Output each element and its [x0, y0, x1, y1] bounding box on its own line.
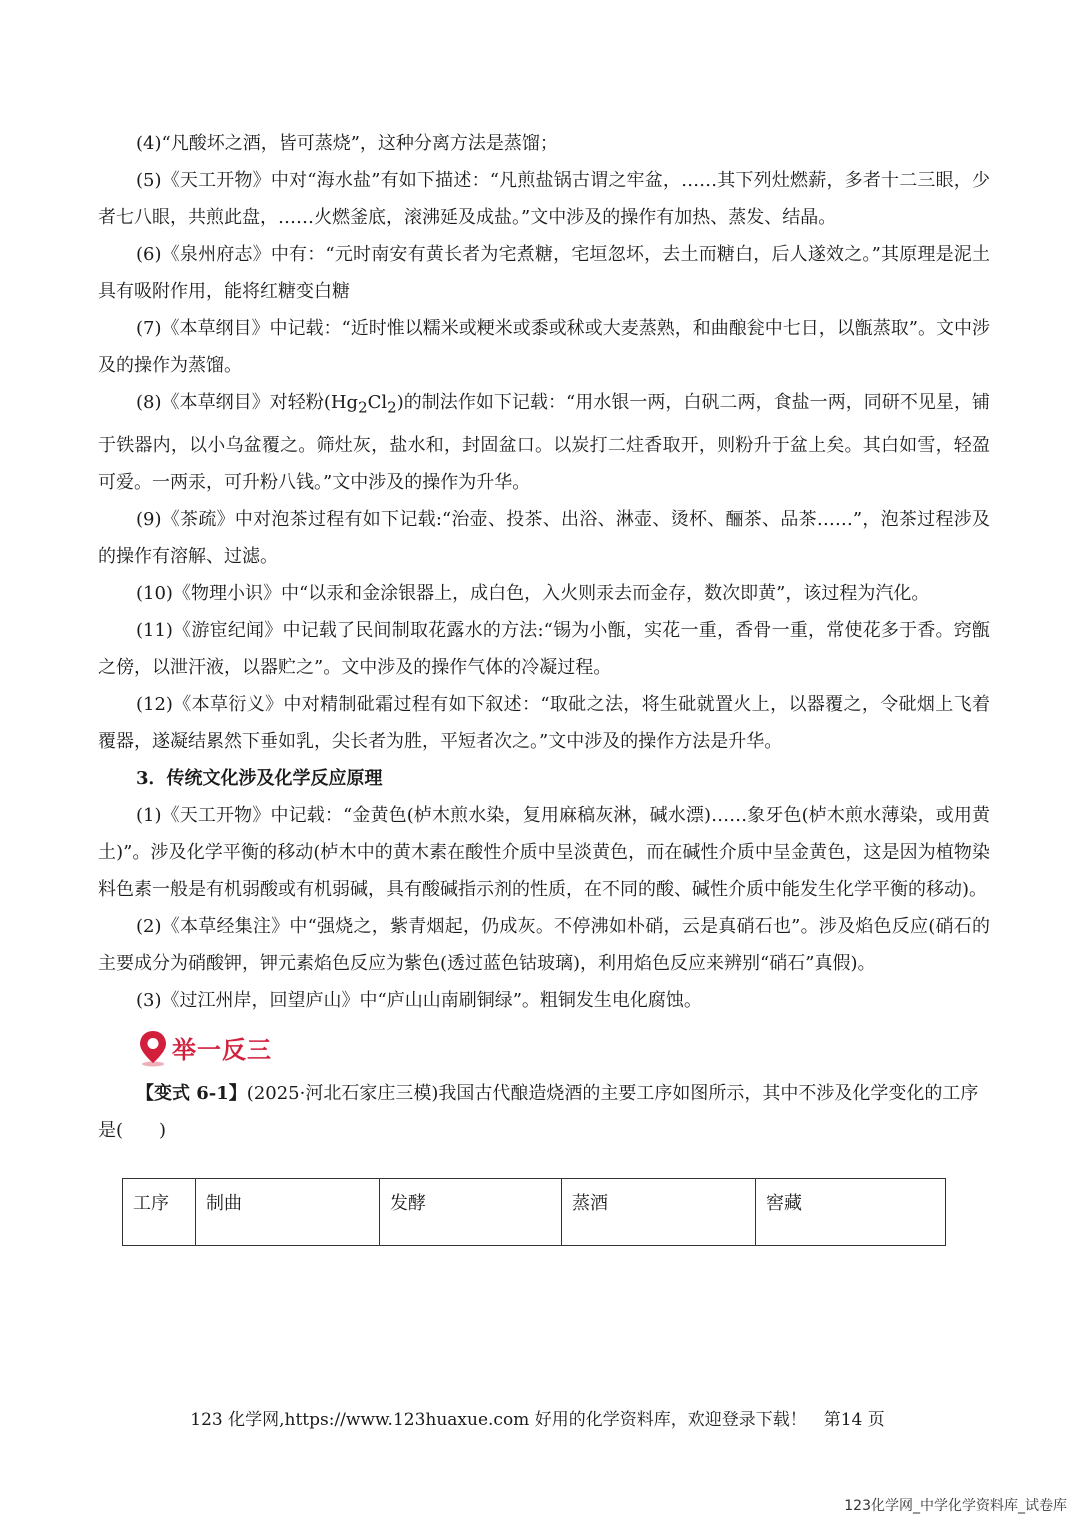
paragraph-5: (5)《天工开物》中对“海水盐”有如下描述：“凡煎盐锅古谓之牢盆，……其下列灶燃薪，多者十二三眼，少者七八眼，共煎此盘，……火燃釜底，滚沸延及成盐。”文中涉及的操作有加热、蒸发、结晶。 — [98, 170, 990, 228]
paragraph-9: (9)《茶疏》中对泡茶过程有如下记载:“治壶、投茶、出浴、淋壶、烫杯、酾茶、品茶……”，泡茶过程涉及的操作有溶解、过滤。 — [98, 508, 990, 567]
location-pin-icon — [138, 1029, 168, 1067]
paragraph-10: (10)《物理小识》中“以汞和金涂银器上，成白色，入火则汞去而金存，数次即黄”，该过程为汽化。 — [136, 582, 930, 604]
question-tag: 【变式 6-1】 — [136, 1082, 247, 1104]
paragraph-c2: (2)《本草经集注》中“强烧之，紫青烟起，仍成灰。不停沸如朴硝，云是真硝石也”。涉及焰色反应(硝石的主要成分为硝酸钾，钾元素焰色反应为紫色(透过蓝色钴玻璃)，利用焰色反应来辨别“硝石”真假)。 — [98, 915, 990, 974]
paragraph-8-mid: Cl — [367, 392, 388, 413]
subscript-1: 2 — [358, 398, 368, 417]
banner-title: 举一反三 — [172, 1036, 272, 1065]
question-body: (2025·河北石家庄三模)我国古代酿造烧酒的主要工序如图所示，其中不涉及化学变化的工序是( ) — [98, 1082, 979, 1141]
subscript-2: 2 — [387, 398, 397, 417]
table-cell-header: 工序 — [123, 1179, 196, 1246]
paragraph-c1: (1)《天工开物》中记载：“金黄色(栌木煎水染，复用麻稿灰淋，碱水漂)……象牙色(栌木煎水薄染，或用黄土)”。涉及化学平衡的移动(栌木中的黄木素在酸性介质中呈淡黄色，而在碱性介质中呈金黄色，这是因为植物染料色素一般是有机弱酸或有机弱碱，具有酸碱指示剂的性质，在不同的酸、碱性介质中能发生化学平衡的移动)。 — [98, 804, 990, 900]
paragraph-c3: (3)《过江州岸，回望庐山》中“庐山山南刷铜绿”。粗铜发生电化腐蚀。 — [136, 989, 702, 1011]
question-text — [98, 1075, 990, 1149]
paragraph-11: (11)《游宦纪闻》中记载了民间制取花露水的方法:“锡为小甑，实花一重，香骨一重，常使花多于香。窍甑之傍，以泄汗液，以器贮之”。文中涉及的操作气体的冷凝过程。 — [98, 619, 990, 678]
practice-banner — [98, 1021, 990, 1075]
paragraph-4: (4)“凡酸坏之酒，皆可蒸烧”，这种分离方法是蒸馏； — [136, 133, 558, 154]
paragraph-6: (6)《泉州府志》中有：“元时南安有黄长者为宅煮糖，宅垣忽坏，去土而糖白，后人遂效之。”其原理是泥土具有吸附作用，能将红糖变白糖 — [98, 244, 990, 302]
table-cell: 蒸酒 — [562, 1179, 756, 1246]
page-footer: 123 化学网,https://www.123huaxue.com 好用的化学资料库，欢迎登录下载！ 第14 页 — [190, 1410, 885, 1430]
table-cell: 制曲 — [196, 1179, 380, 1246]
section-3-title: 3．传统文化涉及化学反应原理 — [136, 767, 383, 789]
paragraph-8-post: )的制法作如下记载：“用水银一两，白矾二两，食盐一两，同研不见星，铺于铁器内，以小乌盆覆之。筛灶灰，盐水和，封固盆口。以炭打二炷香取开，则粉升于盆上矣。其白如雪，轻盈可爱。一两汞，可升粉八钱。”文中涉及的操作为升华。 — [98, 392, 990, 493]
table-row — [123, 1179, 946, 1246]
document-body — [98, 125, 990, 1149]
corner-watermark-text: 123化学网_中学化学资料库_试卷库 — [844, 1498, 1067, 1514]
table-cell: 发酵 — [380, 1179, 562, 1246]
process-table — [122, 1178, 946, 1246]
table-cell: 窖藏 — [756, 1179, 946, 1246]
paragraph-7: (7)《本草纲目》中记载：“近时惟以糯米或粳米或黍或秫或大麦蒸熟，和曲酿瓮中七日，以甑蒸取”。文中涉及的操作为蒸馏。 — [98, 318, 990, 376]
paragraph-8-pre: (8)《本草纲目》对轻粉(Hg — [136, 392, 359, 413]
paragraph-12: (12)《本草衍义》中对精制砒霜过程有如下叙述：“取砒之法，将生砒就置火上，以器覆之，令砒烟上飞着覆器，遂凝结累然下垂如乳，尖长者为胜，平短者次之。”文中涉及的操作方法是升华。 — [98, 693, 990, 752]
paragraph-8 — [98, 384, 990, 501]
